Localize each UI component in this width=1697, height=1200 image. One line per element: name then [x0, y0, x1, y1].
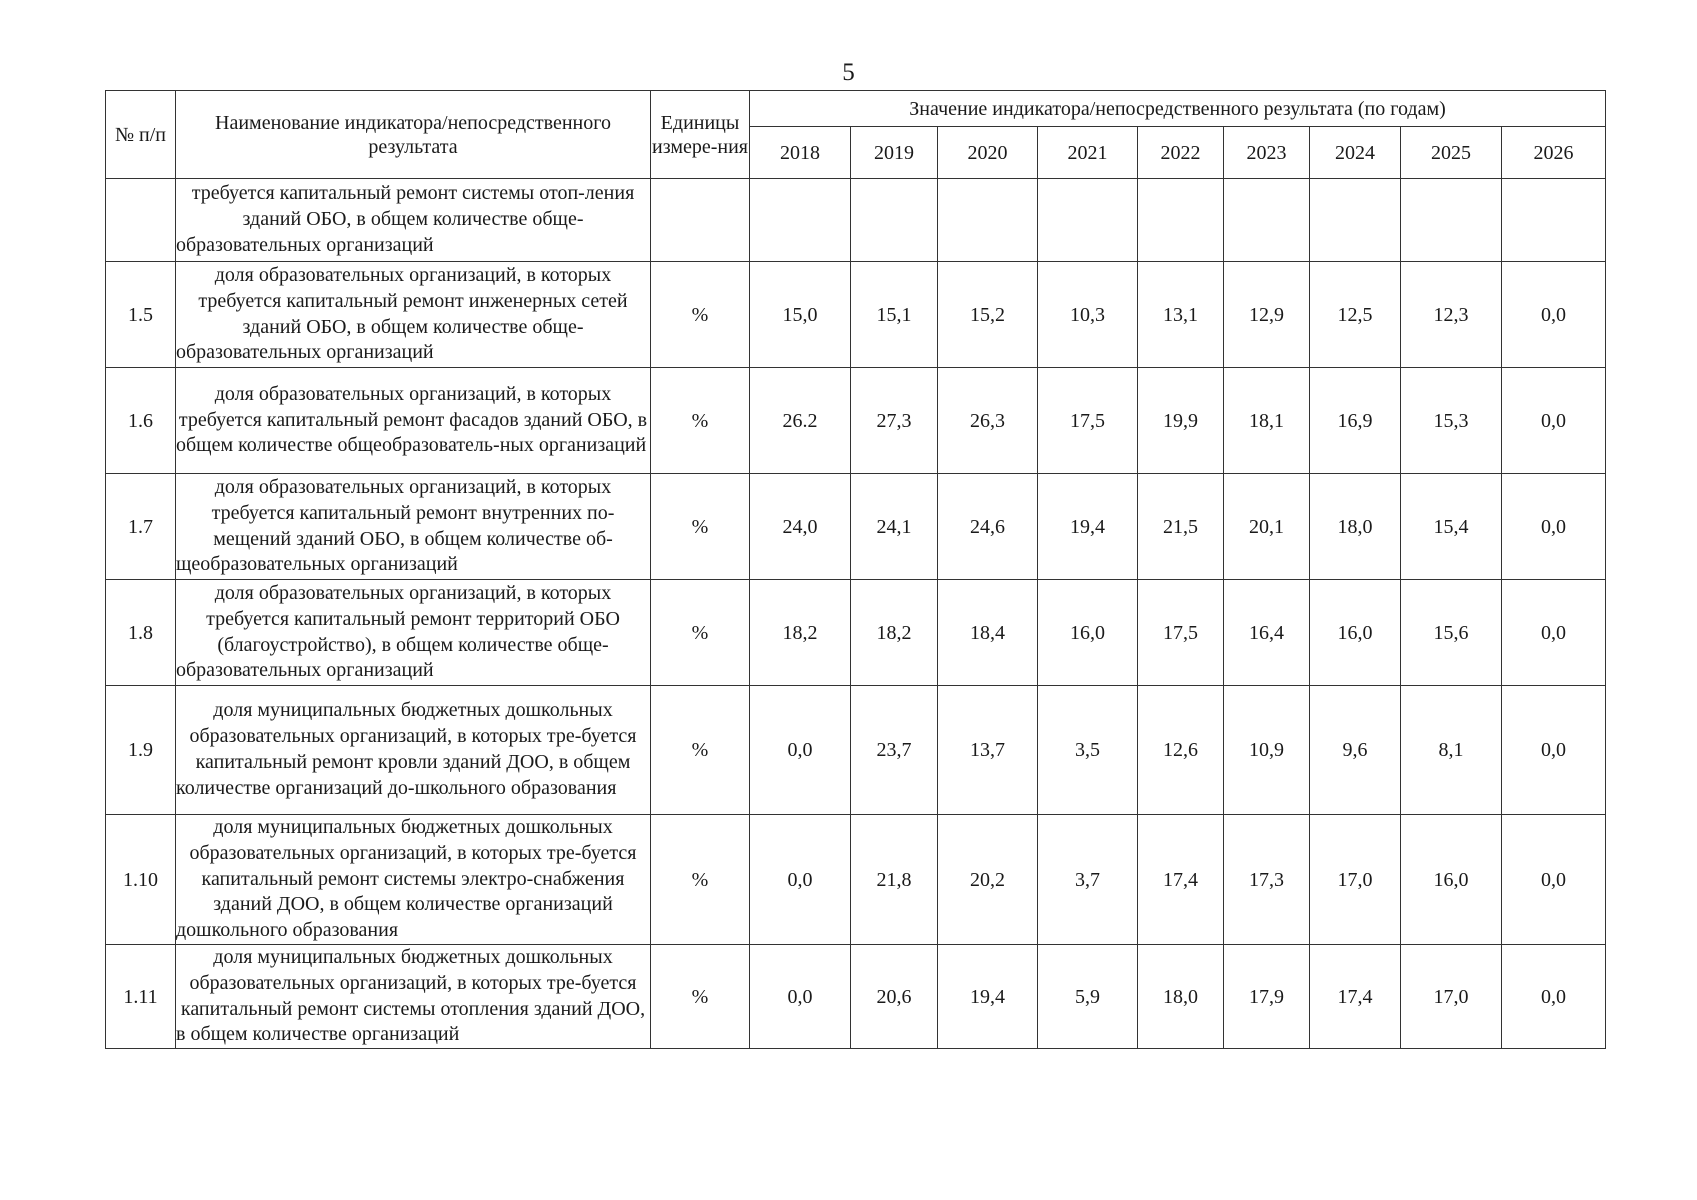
value-cell-2025: 12,3 [1401, 262, 1502, 368]
header-year-2018: 2018 [750, 127, 851, 179]
value-cell-2018: 0,0 [750, 815, 851, 945]
value-cell-2024: 18,0 [1310, 474, 1401, 580]
value-cell-2018: 0,0 [750, 686, 851, 815]
value-cell-2021: 3,7 [1038, 815, 1138, 945]
table-row [106, 368, 1606, 474]
value-cell-2023 [1224, 179, 1310, 262]
value-cell-2025: 17,0 [1401, 945, 1502, 1049]
value-cell-2021 [1038, 179, 1138, 262]
value-cell-2022 [1138, 179, 1224, 262]
header-num: № п/п [106, 91, 176, 179]
value-cell-2025: 15,6 [1401, 580, 1502, 686]
table-row [106, 262, 1606, 368]
value-cell-2019: 18,2 [851, 580, 938, 686]
header-year-2024: 2024 [1310, 127, 1401, 179]
indicator-name: доля муниципальных бюджетных дошкольных образовательных организаций, в которых тре-буется капитальный ремонт системы отопления зданий ДОО, в общем количестве организаций [176, 945, 651, 1049]
unit-cell: % [651, 368, 750, 474]
header-year-2020: 2020 [938, 127, 1038, 179]
value-cell-2019: 21,8 [851, 815, 938, 945]
value-cell-2018: 18,2 [750, 580, 851, 686]
value-cell-2023: 12,9 [1224, 262, 1310, 368]
value-cell-2021: 5,9 [1038, 945, 1138, 1049]
value-cell-2024: 17,0 [1310, 815, 1401, 945]
value-cell-2020 [938, 179, 1038, 262]
header-year-2021: 2021 [1038, 127, 1138, 179]
value-cell-2018: 24,0 [750, 474, 851, 580]
value-cell-2022: 13,1 [1138, 262, 1224, 368]
value-cell-2019 [851, 179, 938, 262]
unit-cell: % [651, 686, 750, 815]
indicators-table [105, 90, 1606, 1049]
value-cell-2018: 15,0 [750, 262, 851, 368]
value-cell-2024: 16,9 [1310, 368, 1401, 474]
value-cell-2019: 15,1 [851, 262, 938, 368]
value-cell-2026 [1502, 179, 1606, 262]
unit-cell: % [651, 474, 750, 580]
value-cell-2022: 17,5 [1138, 580, 1224, 686]
table-body [106, 179, 1606, 1049]
value-cell-2020: 13,7 [938, 686, 1038, 815]
unit-cell: % [651, 580, 750, 686]
value-cell-2020: 20,2 [938, 815, 1038, 945]
indicator-name: доля муниципальных бюджетных дошкольных образовательных организаций, в которых тре-буется капитальный ремонт системы электро-снабжения зданий ДОО, в общем количестве организаций дошкольного образования [176, 815, 651, 945]
header-values-group: Значение индикатора/непосредственного результата (по годам) [750, 91, 1606, 127]
row-number: 1.7 [106, 474, 176, 580]
value-cell-2020: 24,6 [938, 474, 1038, 580]
value-cell-2024: 12,5 [1310, 262, 1401, 368]
value-cell-2026: 0,0 [1502, 368, 1606, 474]
value-cell-2023: 20,1 [1224, 474, 1310, 580]
value-cell-2025: 15,3 [1401, 368, 1502, 474]
value-cell-2020: 18,4 [938, 580, 1038, 686]
value-cell-2026: 0,0 [1502, 815, 1606, 945]
value-cell-2026: 0,0 [1502, 945, 1606, 1049]
value-cell-2019: 24,1 [851, 474, 938, 580]
value-cell-2023: 10,9 [1224, 686, 1310, 815]
header-unit: Единицы измере-ния [651, 91, 750, 179]
row-number: 1.6 [106, 368, 176, 474]
value-cell-2022: 21,5 [1138, 474, 1224, 580]
header-year-2026: 2026 [1502, 127, 1606, 179]
unit-cell [651, 179, 750, 262]
value-cell-2018 [750, 179, 851, 262]
value-cell-2024: 17,4 [1310, 945, 1401, 1049]
value-cell-2019: 27,3 [851, 368, 938, 474]
value-cell-2018: 0,0 [750, 945, 851, 1049]
value-cell-2023: 18,1 [1224, 368, 1310, 474]
value-cell-2022: 17,4 [1138, 815, 1224, 945]
value-cell-2021: 3,5 [1038, 686, 1138, 815]
value-cell-2022: 12,6 [1138, 686, 1224, 815]
header-year-2022: 2022 [1138, 127, 1224, 179]
row-number: 1.11 [106, 945, 176, 1049]
table-header [106, 91, 1606, 179]
table-row [106, 815, 1606, 945]
value-cell-2020: 19,4 [938, 945, 1038, 1049]
value-cell-2022: 19,9 [1138, 368, 1224, 474]
value-cell-2019: 23,7 [851, 686, 938, 815]
value-cell-2026: 0,0 [1502, 474, 1606, 580]
header-year-2025: 2025 [1401, 127, 1502, 179]
value-cell-2021: 16,0 [1038, 580, 1138, 686]
value-cell-2018: 26.2 [750, 368, 851, 474]
indicator-name: требуется капитальный ремонт системы отоп-ления зданий ОБО, в общем количестве обще-образовательных организаций [176, 179, 651, 262]
table-row [106, 179, 1606, 262]
table-row [106, 945, 1606, 1049]
value-cell-2019: 20,6 [851, 945, 938, 1049]
row-number: 1.9 [106, 686, 176, 815]
header-year-2019: 2019 [851, 127, 938, 179]
value-cell-2020: 15,2 [938, 262, 1038, 368]
table-row [106, 580, 1606, 686]
value-cell-2023: 16,4 [1224, 580, 1310, 686]
table-row [106, 686, 1606, 815]
value-cell-2026: 0,0 [1502, 262, 1606, 368]
value-cell-2023: 17,3 [1224, 815, 1310, 945]
value-cell-2021: 19,4 [1038, 474, 1138, 580]
indicator-name: доля образовательных организаций, в которых требуется капитальный ремонт фасадов зданий ОБО, в общем количестве общеобразователь-ных организаций [176, 368, 651, 474]
indicator-name: доля муниципальных бюджетных дошкольных образовательных организаций, в которых тре-буется капитальный ремонт кровли зданий ДОО, в общем количестве организаций до-школьного образования [176, 686, 651, 815]
indicator-name: доля образовательных организаций, в которых требуется капитальный ремонт инженерных сетей зданий ОБО, в общем количестве обще-образовательных организаций [176, 262, 651, 368]
row-number [106, 179, 176, 262]
unit-cell: % [651, 262, 750, 368]
value-cell-2020: 26,3 [938, 368, 1038, 474]
value-cell-2025: 8,1 [1401, 686, 1502, 815]
row-number: 1.5 [106, 262, 176, 368]
unit-cell: % [651, 815, 750, 945]
header-year-2023: 2023 [1224, 127, 1310, 179]
value-cell-2022: 18,0 [1138, 945, 1224, 1049]
row-number: 1.10 [106, 815, 176, 945]
value-cell-2023: 17,9 [1224, 945, 1310, 1049]
value-cell-2024 [1310, 179, 1401, 262]
value-cell-2024: 16,0 [1310, 580, 1401, 686]
value-cell-2025: 15,4 [1401, 474, 1502, 580]
unit-cell: % [651, 945, 750, 1049]
value-cell-2026: 0,0 [1502, 686, 1606, 815]
value-cell-2021: 10,3 [1038, 262, 1138, 368]
value-cell-2026: 0,0 [1502, 580, 1606, 686]
table-row [106, 474, 1606, 580]
value-cell-2025 [1401, 179, 1502, 262]
value-cell-2025: 16,0 [1401, 815, 1502, 945]
page-number: 5 [842, 59, 855, 86]
header-name: Наименование индикатора/непосредственного результата [176, 91, 651, 179]
indicator-name: доля образовательных организаций, в которых требуется капитальный ремонт внутренних по-мещений зданий ОБО, в общем количестве об-щеобразовательных организаций [176, 474, 651, 580]
value-cell-2021: 17,5 [1038, 368, 1138, 474]
row-number: 1.8 [106, 580, 176, 686]
indicator-name: доля образовательных организаций, в которых требуется капитальный ремонт территорий ОБО (благоустройство), в общем количестве обще-образовательных организаций [176, 580, 651, 686]
value-cell-2024: 9,6 [1310, 686, 1401, 815]
